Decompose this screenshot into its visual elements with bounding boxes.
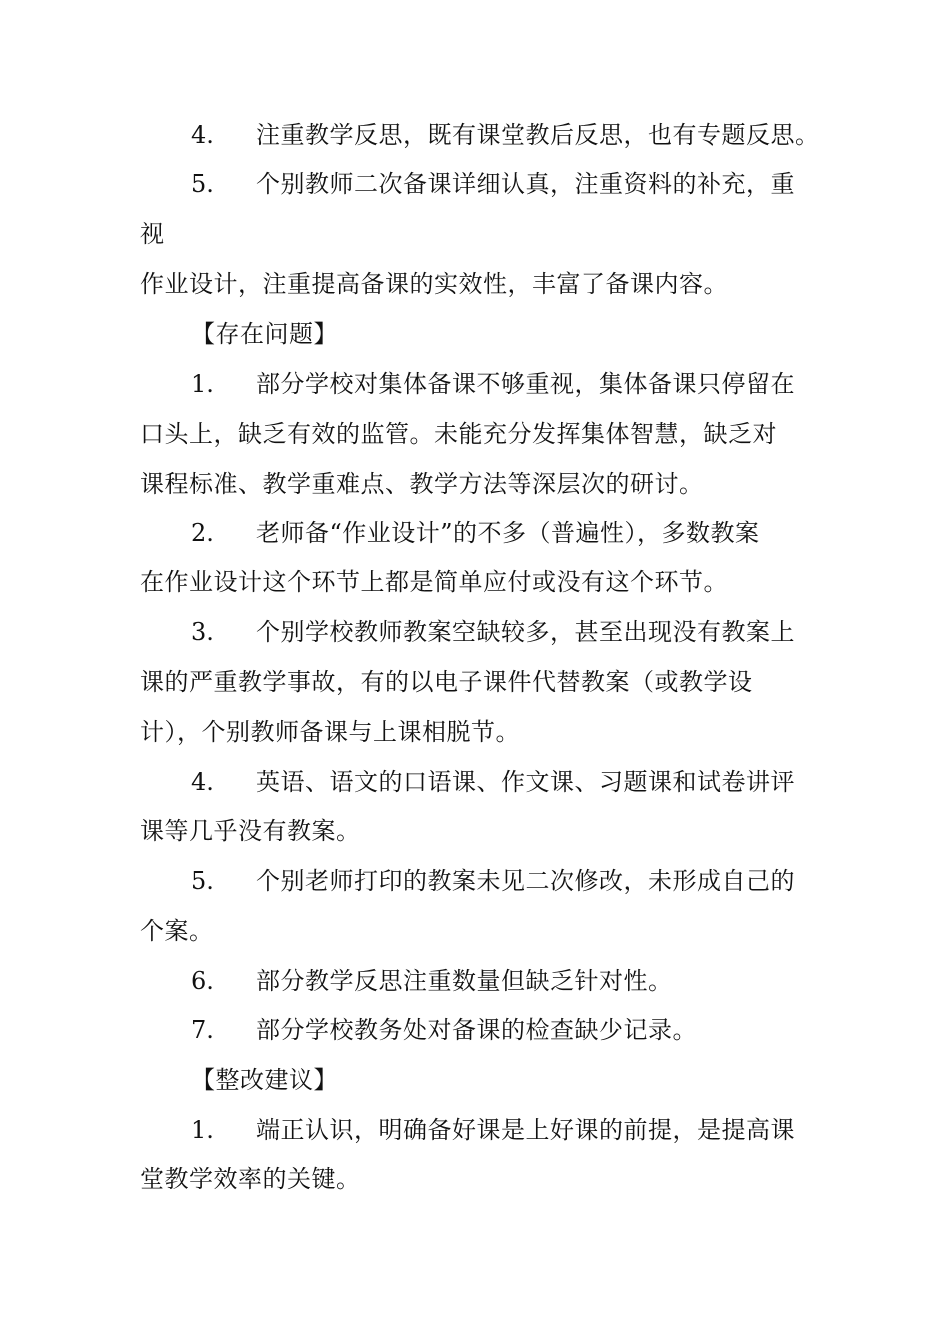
- paragraph-line: 端正认识，明确备好课是上好课的前提，是提高课: [256, 1116, 795, 1144]
- paragraph-line: 部分学校对集体备课不够重视，集体备课只停留在: [256, 370, 795, 398]
- paragraph-line: 部分学校教务处对备课的检查缺少记录。: [256, 1016, 697, 1044]
- item-number: 7.: [191, 1016, 214, 1044]
- item-number: 4.: [191, 768, 214, 796]
- paragraph-line: 注重教学反思，既有课堂教后反思，也有专题反思。: [256, 121, 820, 149]
- paragraph-line: 个别老师打印的教案未见二次修改，未形成自己的: [256, 867, 795, 895]
- paragraph-line: 课等几乎没有教案。: [140, 817, 361, 845]
- paragraph-line: 个案。: [140, 917, 214, 945]
- paragraph-line: 计），个别教师备课与上课相脱节。: [140, 718, 520, 746]
- paragraph-line: 在作业设计这个环节上都是简单应付或没有这个环节。: [140, 568, 728, 596]
- paragraph-line: 个别教师二次备课详细认真，注重资料的补充，重: [256, 170, 795, 198]
- section-heading: 【存在问题】: [191, 320, 338, 348]
- item-number: 3.: [191, 618, 214, 646]
- item-number: 6.: [191, 967, 214, 995]
- section-heading: 【整改建议】: [191, 1066, 338, 1094]
- item-number: 1.: [191, 1116, 214, 1144]
- item-number: 5.: [191, 867, 214, 895]
- paragraph-line: 堂教学效率的关键。: [140, 1165, 361, 1193]
- paragraph-line: 作业设计，注重提高备课的实效性，丰富了备课内容。: [140, 270, 728, 298]
- paragraph-line: 个别学校教师教案空缺较多，甚至出现没有教案上: [256, 618, 795, 646]
- paragraph-line: 英语、语文的口语课、作文课、习题课和试卷讲评: [256, 768, 795, 796]
- item-number: 2.: [191, 519, 214, 547]
- item-number: 1.: [191, 370, 214, 398]
- paragraph-line: 口头上，缺乏有效的监管。未能充分发挥集体智慧，缺乏对: [140, 420, 777, 448]
- paragraph-line: 课的严重教学事故，有的以电子课件代替教案（或教学设: [140, 668, 753, 696]
- paragraph-line: 视: [140, 220, 165, 248]
- item-number: 5.: [191, 170, 214, 198]
- paragraph-line: 老师备“作业设计”的不多（普遍性），多数教案: [256, 519, 760, 547]
- item-number: 4.: [191, 121, 214, 149]
- paragraph-line: 课程标准、教学重难点、教学方法等深层次的研讨。: [140, 470, 704, 498]
- paragraph-line: 部分教学反思注重数量但缺乏针对性。: [256, 967, 673, 995]
